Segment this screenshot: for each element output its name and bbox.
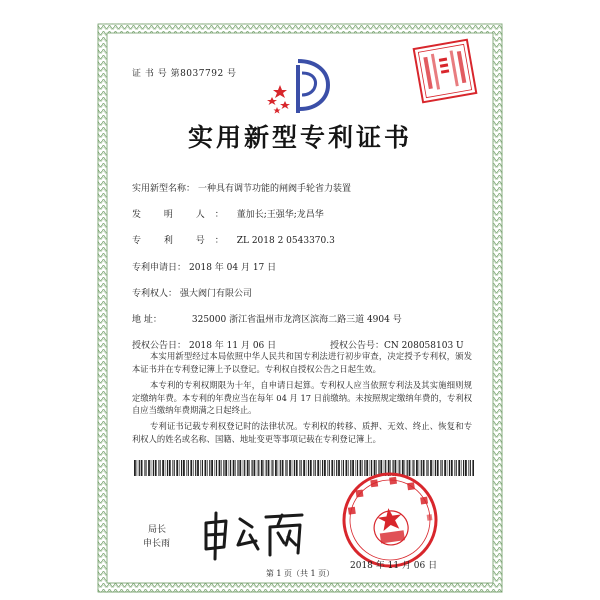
address-field bbox=[132, 312, 402, 325]
barcode-bar bbox=[317, 460, 319, 476]
barcode-bar bbox=[306, 460, 307, 476]
barcode-bar bbox=[461, 460, 462, 476]
barcode-bar bbox=[200, 460, 201, 476]
barcode-bar bbox=[209, 460, 210, 476]
barcode-bar bbox=[188, 460, 189, 476]
barcode-bar bbox=[292, 460, 293, 476]
barcode-bar bbox=[237, 460, 238, 476]
application-date-label: 专利申请日： bbox=[132, 263, 187, 273]
barcode-bar bbox=[254, 460, 256, 476]
barcode-bar bbox=[141, 460, 143, 476]
barcode-bar bbox=[308, 460, 309, 476]
address-label: 地 址： bbox=[132, 315, 162, 325]
barcode-bar bbox=[468, 460, 469, 476]
barcode-bar bbox=[202, 460, 203, 476]
barcode-bar bbox=[153, 460, 154, 476]
barcode-bar bbox=[454, 460, 455, 476]
barcode-bar bbox=[310, 460, 312, 476]
barcode-bar bbox=[268, 460, 270, 476]
barcode-bar bbox=[183, 460, 185, 476]
barcode-bar bbox=[144, 460, 145, 476]
barcode-bar bbox=[334, 460, 335, 476]
inventor-value: 董加长;王强华;龙昌华 bbox=[236, 210, 324, 220]
barcode-bar bbox=[229, 460, 230, 476]
utility-model-name-field bbox=[132, 181, 351, 194]
barcode-bar bbox=[211, 460, 213, 476]
barcode-bar bbox=[261, 460, 263, 476]
barcode-bar bbox=[190, 460, 192, 476]
barcode-bar bbox=[336, 460, 337, 476]
barcode-bar bbox=[225, 460, 227, 476]
patentee-label: 专利权人： bbox=[132, 289, 178, 299]
barcode-bar bbox=[207, 460, 208, 476]
barcode-bar bbox=[235, 460, 236, 476]
barcode-bar bbox=[165, 460, 166, 476]
barcode-bar bbox=[470, 460, 471, 476]
utility-model-name-value: 一种具有调节功能的闸阀手轮省力装置 bbox=[198, 184, 352, 194]
barcode-bar bbox=[137, 460, 138, 476]
barcode-bar bbox=[456, 460, 457, 476]
inventor-label: 发 明 人： bbox=[132, 210, 234, 220]
barcode-bar bbox=[244, 460, 245, 476]
application-date-field bbox=[132, 260, 276, 273]
inventor-field bbox=[132, 207, 324, 220]
paragraph-term: 本专利的专利权期限为十年，自申请日起算。专利权人应当依照专利法及其实施细则规定缴纳年费。本专利的年费应当在每年 04 月 17 日前缴纳。未按照规定缴纳年费的，专利权自应当缴纳年费期满之日起终止。 bbox=[132, 380, 472, 415]
barcode-bar bbox=[294, 460, 295, 476]
barcode-bar bbox=[272, 460, 273, 476]
barcode-bar bbox=[282, 460, 284, 476]
certificate-number: 证 书 号 第8037792 号 bbox=[132, 69, 237, 79]
barcode-bar bbox=[148, 460, 150, 476]
certificate-title: 实用新型专利证书 bbox=[187, 123, 412, 152]
barcode-bar bbox=[444, 460, 446, 476]
page-number: 第 1 页（共 1 页） bbox=[265, 569, 335, 578]
barcode-bar bbox=[278, 460, 279, 476]
paragraph-grant: 本实用新型经过本局依照中华人民共和国专利法进行初步审查，决定授予专利权，颁发本证书并在专利登记簿上予以登记。专利权自授权公告之日起生效。 bbox=[132, 351, 472, 374]
patent-number-field bbox=[132, 233, 335, 246]
barcode-bar bbox=[286, 460, 287, 476]
authorization-number-label: 授权公告号： bbox=[330, 341, 385, 351]
barcode-bar bbox=[193, 460, 194, 476]
barcode-bar bbox=[331, 460, 333, 476]
barcode-bar bbox=[266, 460, 267, 476]
barcode-bar bbox=[219, 460, 221, 476]
barcode-bar bbox=[215, 460, 216, 476]
utility-model-name-label: 实用新型名称： bbox=[132, 184, 196, 194]
barcode-bar bbox=[264, 460, 265, 476]
patentee-value: 强大阀门有限公司 bbox=[180, 289, 253, 299]
barcode-bar bbox=[315, 460, 316, 476]
barcode-bar bbox=[252, 460, 253, 476]
patentee-field bbox=[132, 286, 252, 299]
director-signature bbox=[198, 505, 308, 565]
barcode-bar bbox=[151, 460, 152, 476]
barcode-bar bbox=[134, 460, 136, 476]
barcode-bar bbox=[162, 460, 164, 476]
patent-office-logo-icon bbox=[258, 55, 340, 119]
barcode-bar bbox=[145, 460, 146, 476]
sipo-seal-icon bbox=[340, 470, 440, 570]
barcode-bar bbox=[139, 460, 140, 476]
barcode-bar bbox=[465, 460, 467, 476]
barcode-bar bbox=[442, 460, 443, 476]
barcode-bar bbox=[195, 460, 196, 476]
barcode-bar bbox=[303, 460, 305, 476]
barcode-bar bbox=[179, 460, 180, 476]
barcode-bar bbox=[249, 460, 250, 476]
barcode-bar bbox=[313, 460, 314, 476]
barcode-bar bbox=[205, 460, 207, 476]
barcode-bar bbox=[230, 460, 231, 476]
barcode-bar bbox=[299, 460, 300, 476]
barcode-bar bbox=[176, 460, 178, 476]
barcode-bar bbox=[167, 460, 168, 476]
barcode-bar bbox=[472, 460, 474, 476]
barcode-bar bbox=[221, 460, 222, 476]
barcode-bar bbox=[451, 460, 453, 476]
director-name: 申长雨 bbox=[143, 539, 171, 549]
authorization-date-value: 2018 年 11 月 06 日 bbox=[189, 341, 277, 351]
barcode-bar bbox=[320, 460, 321, 476]
barcode-bar bbox=[449, 460, 450, 476]
barcode-bar bbox=[172, 460, 173, 476]
barcode-bar bbox=[447, 460, 448, 476]
barcode-bar bbox=[216, 460, 217, 476]
barcode-bar bbox=[301, 460, 302, 476]
authorization-date-label: 授权公告日： bbox=[132, 341, 187, 351]
seal-date: 2018 年 11 月 06 日 bbox=[350, 561, 438, 571]
barcode-bar bbox=[174, 460, 175, 476]
barcode-bar bbox=[155, 460, 157, 476]
barcode-bar bbox=[258, 460, 259, 476]
barcode-bar bbox=[329, 460, 330, 476]
barcode-bar bbox=[247, 460, 249, 476]
barcode-bar bbox=[327, 460, 328, 476]
barcode-bar bbox=[223, 460, 224, 476]
stamp-duty-seal-icon bbox=[410, 36, 480, 106]
barcode-bar bbox=[275, 460, 277, 476]
barcode-bar bbox=[463, 460, 464, 476]
application-date-value: 2018 年 04 月 17 日 bbox=[189, 263, 277, 273]
barcode-bar bbox=[271, 460, 272, 476]
barcode-bar bbox=[233, 460, 235, 476]
barcode-bar bbox=[160, 460, 161, 476]
barcode-bar bbox=[181, 460, 182, 476]
director-title: 局长 bbox=[148, 525, 167, 535]
authorization-number-value: CN 208058103 U bbox=[384, 341, 464, 351]
address-value: 325000 浙江省温州市龙湾区滨海二路三道 4904 号 bbox=[191, 315, 402, 325]
barcode-bar bbox=[169, 460, 171, 476]
barcode-bar bbox=[289, 460, 291, 476]
patent-number-label: 专 利 号： bbox=[132, 236, 234, 246]
barcode-bar bbox=[440, 460, 441, 476]
paragraph-records: 专利证书记载专利权登记时的法律状况。专利权的转移、质押、无效、终止、恢复和专利权人的姓名或名称、国籍、地址变更等事项记载在专利登记簿上。 bbox=[132, 421, 472, 444]
barcode-bar bbox=[324, 460, 326, 476]
barcode-bar bbox=[285, 460, 286, 476]
barcode-bar bbox=[239, 460, 241, 476]
barcode-bar bbox=[257, 460, 258, 476]
barcode-bar bbox=[322, 460, 323, 476]
barcode-bar bbox=[243, 460, 244, 476]
barcode-bar bbox=[197, 460, 199, 476]
barcode-bar bbox=[280, 460, 281, 476]
barcode-bar bbox=[458, 460, 460, 476]
patent-number-value: ZL 2018 2 0543370.3 bbox=[236, 236, 335, 246]
barcode-bar bbox=[158, 460, 159, 476]
barcode-bar bbox=[296, 460, 298, 476]
barcode-bar bbox=[186, 460, 187, 476]
